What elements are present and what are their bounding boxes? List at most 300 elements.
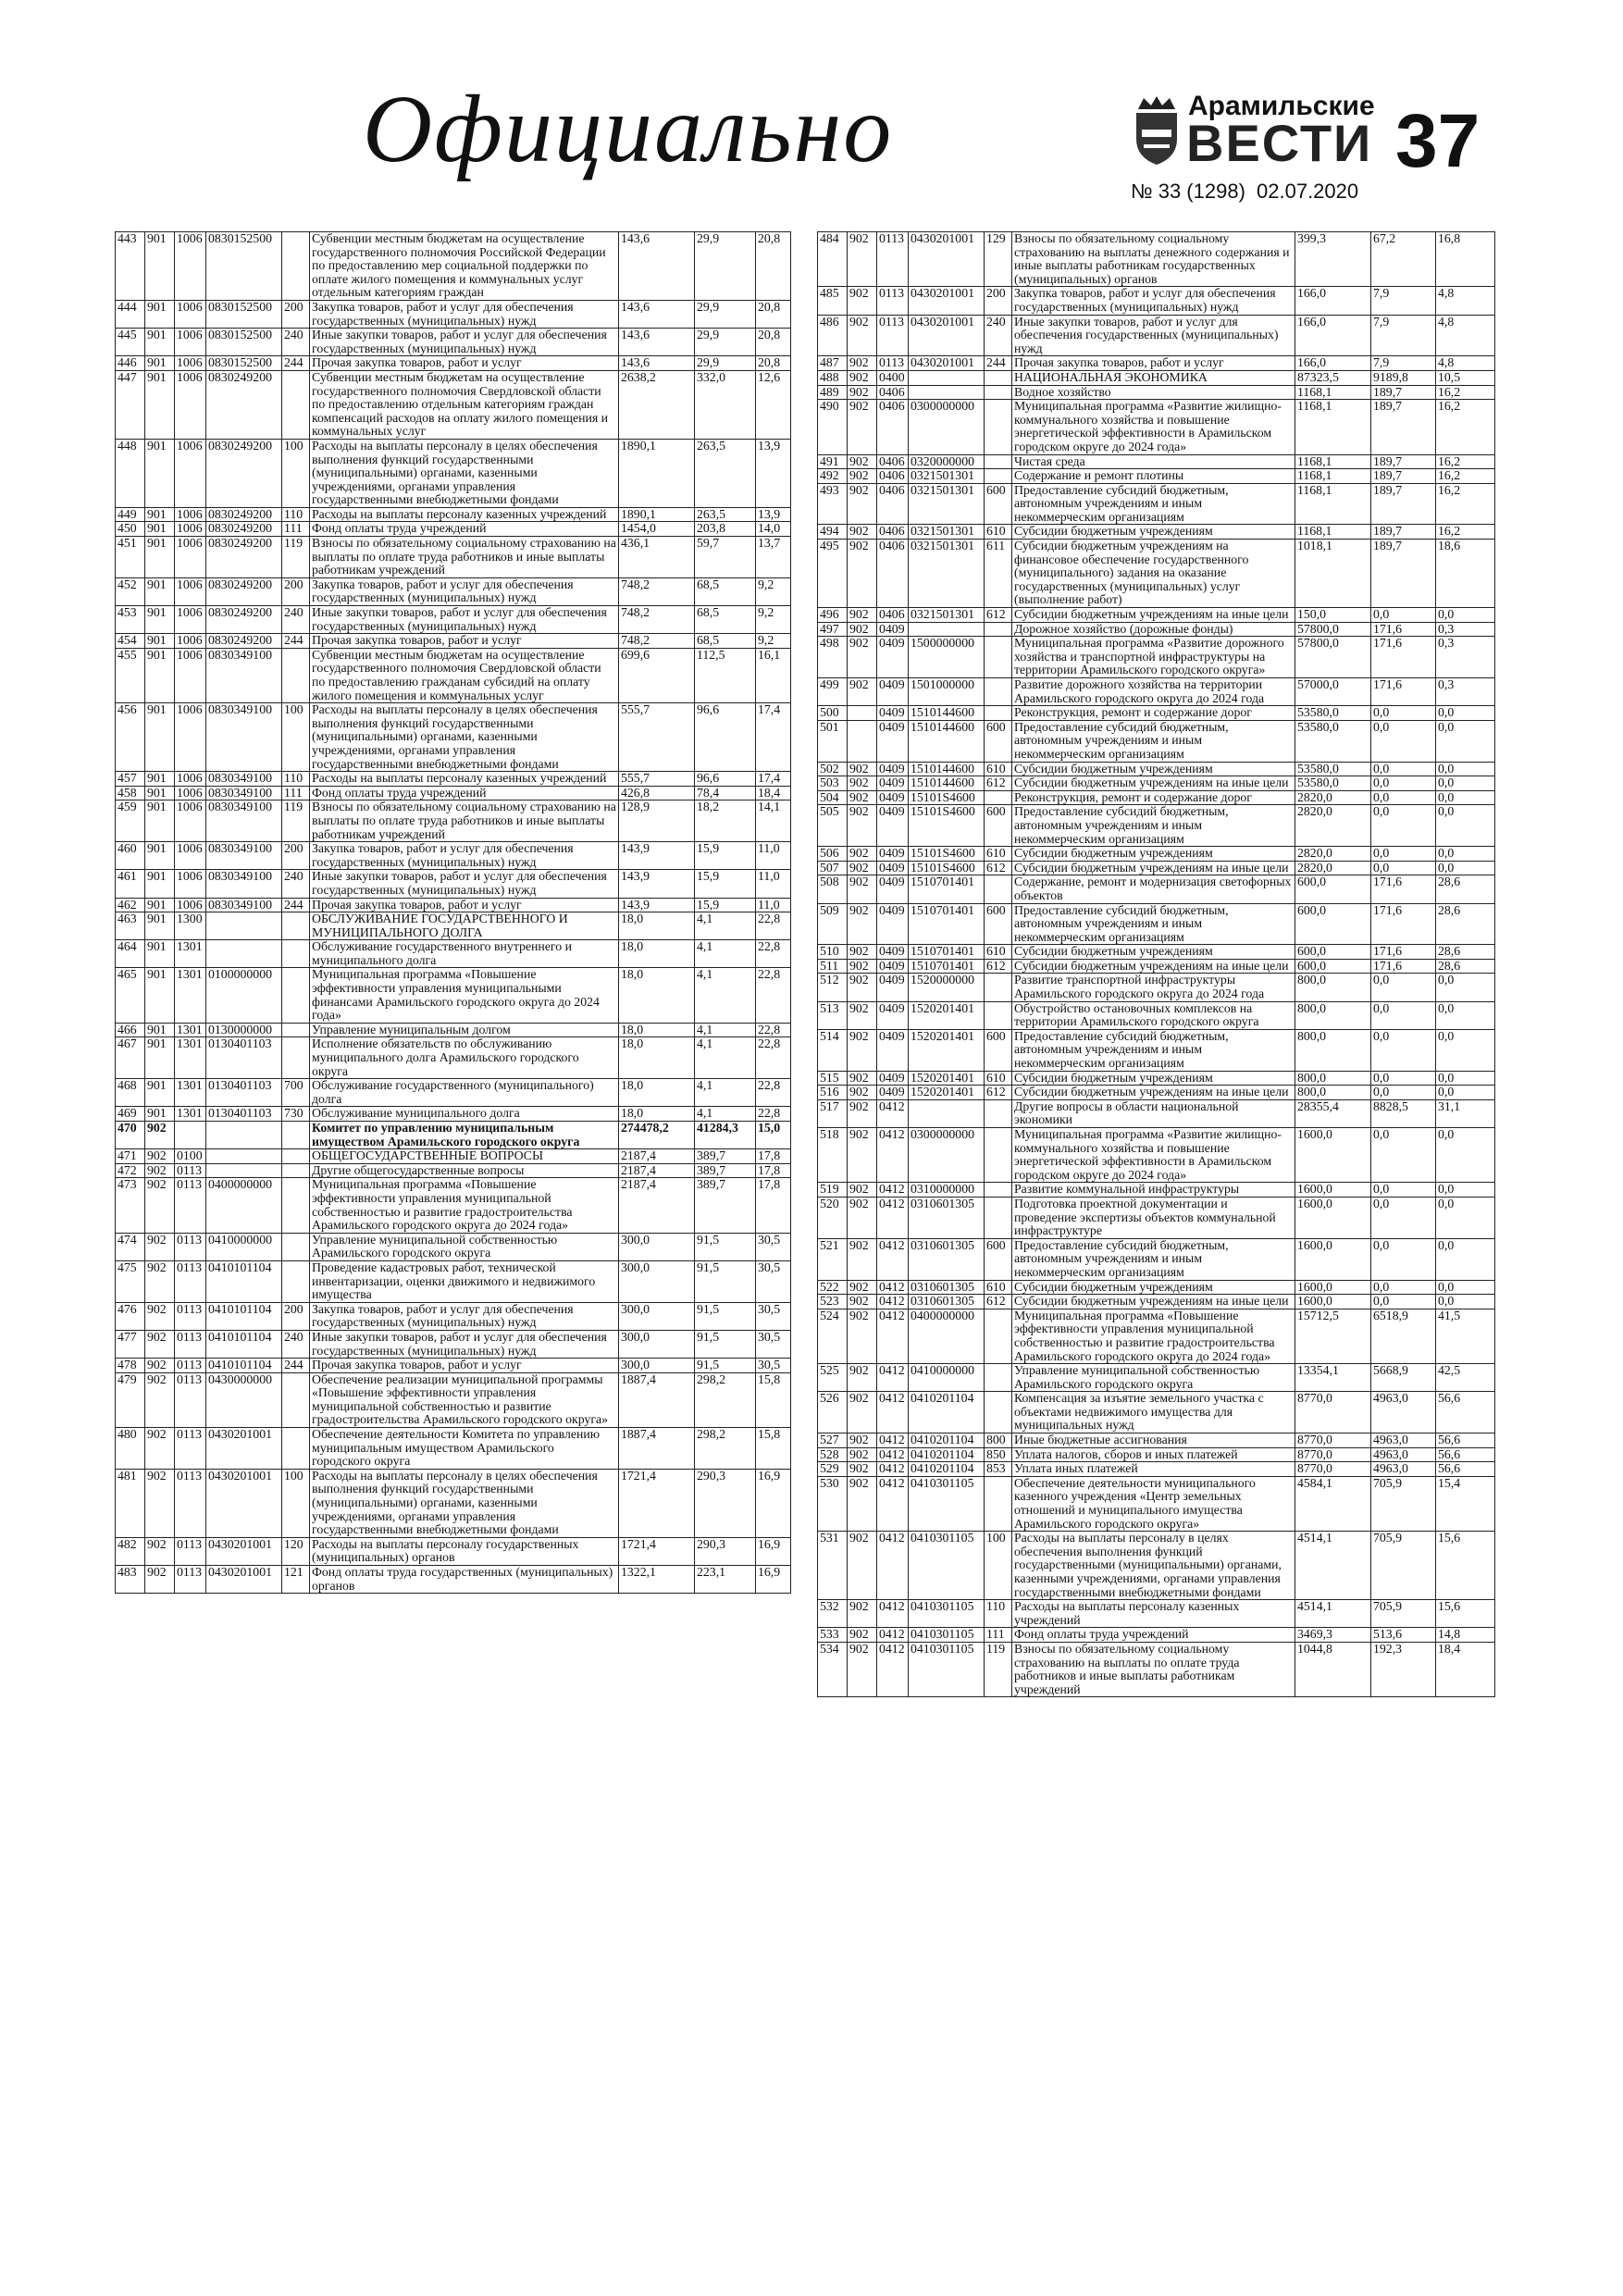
target-article-code: 0430201001 — [909, 356, 985, 371]
table-row — [818, 720, 1495, 762]
table-row — [818, 454, 1495, 469]
target-article-code: 0430201001 — [909, 287, 985, 315]
ministry-code: 902 — [848, 847, 877, 862]
ministry-code: 902 — [848, 875, 877, 903]
execution-percent: 0,0 — [1436, 1295, 1495, 1309]
executed-amount: 290,3 — [695, 1537, 756, 1565]
target-article-code — [909, 622, 985, 637]
expense-type-code — [282, 1372, 310, 1427]
expense-type-code: 612 — [985, 1295, 1012, 1309]
description: Предоставление субсидий бюджетным, автономным учреждениям и иным некоммерческим организациям — [1012, 1029, 1295, 1071]
row-number: 506 — [818, 847, 848, 862]
executed-amount: 513,6 — [1371, 1628, 1436, 1643]
description: Обслуживание муниципального долга — [310, 1107, 619, 1122]
description: Субсидии бюджетным учреждениям на иные цели — [1012, 861, 1295, 875]
execution-percent: 14,8 — [1436, 1628, 1495, 1643]
executed-amount: 171,6 — [1371, 959, 1436, 974]
planned-amount: 57800,0 — [1295, 637, 1371, 678]
table-row — [818, 232, 1495, 287]
table-row — [818, 805, 1495, 847]
row-number: 474 — [116, 1233, 145, 1260]
expense-type-code: 120 — [282, 1537, 310, 1565]
expense-type-code: 610 — [985, 847, 1012, 862]
table-row — [818, 469, 1495, 484]
table-row — [818, 385, 1495, 400]
target-article-code: 0321501301 — [909, 525, 985, 540]
target-article-code: 0410000000 — [909, 1364, 985, 1392]
target-article-code: 0430201001 — [206, 1566, 282, 1594]
executed-amount: 189,7 — [1371, 454, 1436, 469]
description: Фонд оплаты труда государственных (муниципальных) органов — [310, 1566, 619, 1594]
row-number: 504 — [818, 790, 848, 805]
section-code: 0113 — [175, 1178, 206, 1233]
table-row — [818, 622, 1495, 637]
section-code: 0412 — [877, 1280, 909, 1295]
ministry-code: 902 — [848, 1238, 877, 1280]
executed-amount: 68,5 — [695, 577, 756, 605]
target-article-code: 0321501301 — [909, 469, 985, 484]
planned-amount: 143,6 — [619, 300, 695, 328]
planned-amount: 13354,1 — [1295, 1364, 1371, 1392]
execution-percent: 0,0 — [1436, 1071, 1495, 1086]
table-row — [818, 287, 1495, 315]
planned-amount: 436,1 — [619, 537, 695, 578]
executed-amount: 0,0 — [1371, 790, 1436, 805]
execution-percent: 10,5 — [1436, 370, 1495, 385]
issue-number: № 33 (1298) — [1131, 180, 1245, 203]
ministry-code: 902 — [848, 1433, 877, 1448]
ministry-code: 902 — [145, 1260, 175, 1302]
ministry-code: 902 — [848, 762, 877, 776]
ministry-code: 902 — [848, 1600, 877, 1628]
ministry-code: 902 — [848, 622, 877, 637]
description: Предоставление субсидий бюджетным, автономным учреждениям и иным некоммерческим организациям — [1012, 1238, 1295, 1280]
executed-amount: 4,1 — [695, 968, 756, 1023]
table-row — [818, 945, 1495, 960]
planned-amount: 8770,0 — [1295, 1433, 1371, 1448]
expense-type-code: 111 — [985, 1628, 1012, 1643]
planned-amount: 2820,0 — [1295, 790, 1371, 805]
row-number: 466 — [116, 1023, 145, 1037]
description: ОБЩЕГОСУДАРСТВЕННЫЕ ВОПРОСЫ — [310, 1149, 619, 1164]
planned-amount: 87323,5 — [1295, 370, 1371, 385]
section-code: 0409 — [877, 875, 909, 903]
description: Другие вопросы в области национальной экономики — [1012, 1099, 1295, 1127]
execution-percent: 17,8 — [756, 1149, 791, 1164]
executed-amount: 0,0 — [1371, 1183, 1436, 1198]
planned-amount: 274478,2 — [619, 1122, 695, 1149]
ministry-code: 902 — [848, 1462, 877, 1477]
description: Муниципальная программа «Повышение эффективности управления муниципальной собственностью и развитие градостроительства Арамильского городского округа до 2024 года» — [310, 1178, 619, 1233]
executed-amount: 0,0 — [1371, 1128, 1436, 1183]
section-code: 1006 — [175, 898, 206, 912]
description: Субвенции местным бюджетам на осуществление государственного полномочия Российской Федерации по предоставлению мер социальной поддержки по оплате жилого помещения и коммунальных услуг отдельным категориям граждан — [310, 232, 619, 301]
planned-amount: 128,9 — [619, 800, 695, 842]
row-number: 455 — [116, 648, 145, 702]
section-code: 0113 — [175, 1537, 206, 1565]
target-article-code: 0130401103 — [206, 1107, 282, 1122]
ministry-code: 902 — [145, 1178, 175, 1233]
executed-amount: 0,0 — [1371, 608, 1436, 623]
execution-percent: 13,9 — [756, 507, 791, 522]
expense-type-code: 110 — [985, 1600, 1012, 1628]
table-row — [818, 861, 1495, 875]
row-number: 491 — [818, 454, 848, 469]
expense-type-code — [282, 1428, 310, 1470]
executed-amount: 0,0 — [1371, 720, 1436, 762]
description: Субсидии бюджетным учреждениям — [1012, 1071, 1295, 1086]
row-number: 517 — [818, 1099, 848, 1127]
description: Иные закупки товаров, работ и услуг для обеспечения государственных (муниципальных) нужд — [310, 870, 619, 898]
planned-amount: 1168,1 — [1295, 469, 1371, 484]
target-article-code: 0430201001 — [206, 1428, 282, 1470]
section-code: 1006 — [175, 577, 206, 605]
ministry-code: 901 — [145, 606, 175, 634]
table-row — [818, 356, 1495, 371]
execution-percent: 16,9 — [756, 1566, 791, 1594]
section-code: 0409 — [877, 720, 909, 762]
target-article-code: 0410301105 — [909, 1476, 985, 1531]
executed-amount: 189,7 — [1371, 400, 1436, 454]
ministry-code: 902 — [848, 483, 877, 525]
table-row — [116, 912, 791, 940]
execution-percent: 22,8 — [756, 1107, 791, 1122]
ministry-code: 902 — [145, 1233, 175, 1260]
ministry-code: 901 — [145, 1023, 175, 1037]
expense-type-code: 611 — [985, 540, 1012, 608]
expense-type-code — [282, 1260, 310, 1302]
execution-percent: 17,4 — [756, 703, 791, 772]
ministry-code — [848, 706, 877, 721]
execution-percent: 0,0 — [1436, 1183, 1495, 1198]
ministry-code: 902 — [848, 678, 877, 706]
section-code: 1006 — [175, 786, 206, 800]
section-code: 0100 — [175, 1149, 206, 1164]
description: Субсидии бюджетным учреждениям на иные цели — [1012, 608, 1295, 623]
section-code: 0113 — [175, 1330, 206, 1358]
execution-percent: 30,5 — [756, 1359, 791, 1373]
ministry-code: 902 — [848, 1001, 877, 1029]
section-code: 0113 — [175, 1359, 206, 1373]
description: Субсидии бюджетным учреждениям — [1012, 1280, 1295, 1295]
executed-amount: 4,1 — [695, 1037, 756, 1079]
section-title: Официально — [363, 76, 894, 182]
section-code: 0412 — [877, 1532, 909, 1600]
section-code: 0409 — [877, 847, 909, 862]
description: Расходы на выплаты персоналу в целях обеспечения выполнения функций государственными (муниципальными) органами, казенными учреждениями, органами управления государственными внебюджетными фондами — [310, 1469, 619, 1537]
ministry-code: 902 — [848, 1628, 877, 1643]
executed-amount: 29,9 — [695, 300, 756, 328]
execution-percent: 9,2 — [756, 577, 791, 605]
table-row — [818, 637, 1495, 678]
description: Субсидии бюджетным учреждениям — [1012, 762, 1295, 776]
executed-amount: 29,9 — [695, 329, 756, 356]
ministry-code: 902 — [145, 1372, 175, 1427]
execution-percent: 17,8 — [756, 1163, 791, 1178]
executed-amount: 18,2 — [695, 800, 756, 842]
section-code: 1006 — [175, 356, 206, 371]
planned-amount: 300,0 — [619, 1233, 695, 1260]
row-number: 451 — [116, 537, 145, 578]
planned-amount: 143,9 — [619, 898, 695, 912]
expense-type-code: 200 — [985, 287, 1012, 315]
target-article-code: 0830152500 — [206, 232, 282, 301]
executed-amount: 9189,8 — [1371, 370, 1436, 385]
target-article-code: 15101S4600 — [909, 805, 985, 847]
description: НАЦИОНАЛЬНАЯ ЭКОНОМИКА — [1012, 370, 1295, 385]
row-number: 472 — [116, 1163, 145, 1178]
execution-percent: 28,6 — [1436, 945, 1495, 960]
ministry-code: 902 — [848, 945, 877, 960]
planned-amount: 2187,4 — [619, 1149, 695, 1164]
expense-type-code — [282, 1023, 310, 1037]
target-article-code: 0430201001 — [909, 232, 985, 287]
description: Другие общегосударственные вопросы — [310, 1163, 619, 1178]
execution-percent: 18,4 — [756, 786, 791, 800]
target-article-code: 0410301105 — [909, 1600, 985, 1628]
row-number: 522 — [818, 1280, 848, 1295]
section-code: 0113 — [175, 1469, 206, 1537]
table-row — [818, 525, 1495, 540]
description: Муниципальная программа «Развитие жилищно-коммунального хозяйства и повышение энергетической эффективности в Арамильском городском округе до 2024 года» — [1012, 1128, 1295, 1183]
executed-amount: 4,1 — [695, 1107, 756, 1122]
row-number: 473 — [116, 1178, 145, 1233]
target-article-code: 1510144600 — [909, 706, 985, 721]
description: Компенсация за изъятие земельного участка с объектами недвижимого имущества для муниципальных нужд — [1012, 1392, 1295, 1433]
executed-amount: 112,5 — [695, 648, 756, 702]
table-row — [116, 356, 791, 371]
description: Комитет по управлению муниципальным имуществом Арамильского городского округа — [310, 1122, 619, 1149]
execution-percent: 16,8 — [1436, 232, 1495, 287]
execution-percent: 56,6 — [1436, 1433, 1495, 1448]
executed-amount: 263,5 — [695, 507, 756, 522]
row-number: 486 — [818, 315, 848, 356]
execution-percent: 20,8 — [756, 329, 791, 356]
planned-amount: 18,0 — [619, 1037, 695, 1079]
table-row — [116, 1023, 791, 1037]
target-article-code: 0321501301 — [909, 483, 985, 525]
section-code: 0412 — [877, 1447, 909, 1462]
section-code: 0113 — [175, 1260, 206, 1302]
executed-amount: 96,6 — [695, 772, 756, 787]
table-row — [818, 1532, 1495, 1600]
budget-table-right — [817, 231, 1495, 1697]
planned-amount: 18,0 — [619, 968, 695, 1023]
section-code: 0409 — [877, 1086, 909, 1100]
section-code — [175, 1122, 206, 1149]
planned-amount: 699,6 — [619, 648, 695, 702]
expense-type-code — [282, 1122, 310, 1149]
planned-amount: 300,0 — [619, 1359, 695, 1373]
section-code: 0412 — [877, 1462, 909, 1477]
table-row — [818, 1197, 1495, 1238]
row-number: 462 — [116, 898, 145, 912]
row-number: 479 — [116, 1372, 145, 1427]
table-row — [116, 772, 791, 787]
execution-percent: 15,8 — [756, 1372, 791, 1427]
executed-amount: 203,8 — [695, 522, 756, 537]
executed-amount: 0,0 — [1371, 706, 1436, 721]
table-row — [116, 842, 791, 870]
table-row — [818, 776, 1495, 791]
ministry-code: 901 — [145, 370, 175, 439]
ministry-code: 902 — [848, 315, 877, 356]
description: Обеспечение реализации муниципальной программы «Повышение эффективности управления муниципальной собственностью и развитие градостроительства Арамильского городского округа» — [310, 1372, 619, 1427]
ministry-code: 902 — [848, 1309, 877, 1363]
description: Иные закупки товаров, работ и услуг для обеспечения государственных (муниципальных) нужд — [310, 1330, 619, 1358]
planned-amount: 399,3 — [1295, 232, 1371, 287]
expense-type-code: 244 — [985, 356, 1012, 371]
description: Фонд оплаты труда учреждений — [1012, 1628, 1295, 1643]
executed-amount: 5668,9 — [1371, 1364, 1436, 1392]
section-code: 0412 — [877, 1183, 909, 1198]
row-number: 458 — [116, 786, 145, 800]
planned-amount: 2187,4 — [619, 1163, 695, 1178]
row-number: 527 — [818, 1433, 848, 1448]
table-row — [116, 786, 791, 800]
row-number: 452 — [116, 577, 145, 605]
target-article-code: 0100000000 — [206, 968, 282, 1023]
section-code: 1006 — [175, 842, 206, 870]
ministry-code: 902 — [145, 1122, 175, 1149]
ministry-code: 902 — [145, 1302, 175, 1330]
execution-percent: 16,2 — [1436, 483, 1495, 525]
target-article-code: 0321501301 — [909, 608, 985, 623]
target-article-code: 0830349100 — [206, 648, 282, 702]
planned-amount: 800,0 — [1295, 1001, 1371, 1029]
row-number: 468 — [116, 1079, 145, 1107]
planned-amount: 4514,1 — [1295, 1600, 1371, 1628]
target-article-code: 0830349100 — [206, 772, 282, 787]
section-code: 0409 — [877, 903, 909, 945]
section-code: 1006 — [175, 522, 206, 537]
target-article-code: 0410201104 — [909, 1462, 985, 1477]
table-row — [116, 800, 791, 842]
table-row — [818, 1238, 1495, 1280]
description: Обслуживание государственного (муниципального) долга — [310, 1079, 619, 1107]
planned-amount: 748,2 — [619, 634, 695, 649]
ministry-code: 902 — [848, 1029, 877, 1071]
ministry-code: 902 — [848, 370, 877, 385]
ministry-code: 901 — [145, 940, 175, 968]
planned-amount: 1600,0 — [1295, 1295, 1371, 1309]
row-number: 469 — [116, 1107, 145, 1122]
description: Прочая закупка товаров, работ и услуг — [310, 1359, 619, 1373]
row-number: 484 — [818, 232, 848, 287]
table-row — [818, 315, 1495, 356]
description: Обеспечение деятельности Комитета по управлению муниципальным имуществом Арамильского городского округа — [310, 1428, 619, 1470]
expense-type-code: 612 — [985, 776, 1012, 791]
section-code: 0409 — [877, 1071, 909, 1086]
planned-amount: 1168,1 — [1295, 400, 1371, 454]
expense-type-code: 100 — [282, 703, 310, 772]
planned-amount: 1600,0 — [1295, 1238, 1371, 1280]
executed-amount: 0,0 — [1371, 1280, 1436, 1295]
row-number: 529 — [818, 1462, 848, 1477]
description: Расходы на выплаты персоналу в целях обеспечения выполнения функций государственными (муниципальными) органами, казенными учреждениями, органами управления государственными внебюджетными фондами — [1012, 1532, 1295, 1600]
execution-percent: 17,4 — [756, 772, 791, 787]
planned-amount: 2638,2 — [619, 370, 695, 439]
planned-amount: 2820,0 — [1295, 805, 1371, 847]
ministry-code: 902 — [848, 400, 877, 454]
row-number: 485 — [818, 287, 848, 315]
expense-type-code — [985, 678, 1012, 706]
executed-amount: 0,0 — [1371, 1071, 1436, 1086]
executed-amount: 189,7 — [1371, 525, 1436, 540]
section-code: 0412 — [877, 1642, 909, 1696]
row-number: 487 — [818, 356, 848, 371]
section-code: 0412 — [877, 1364, 909, 1392]
planned-amount: 1890,1 — [619, 507, 695, 522]
planned-amount: 1018,1 — [1295, 540, 1371, 608]
description: Управление муниципальным долгом — [310, 1023, 619, 1037]
target-article-code: 0300000000 — [909, 1128, 985, 1183]
description: Расходы на выплаты персоналу в целях обеспечения выполнения функций государственными (муниципальными) органами, казенными учреждениями, органами управления государственными внебюджетными фондами — [310, 439, 619, 507]
execution-percent: 9,2 — [756, 634, 791, 649]
ministry-code: 902 — [848, 232, 877, 287]
expense-type-code: 240 — [282, 870, 310, 898]
execution-percent: 13,7 — [756, 537, 791, 578]
row-number: 534 — [818, 1642, 848, 1696]
description: Уплата налогов, сборов и иных платежей — [1012, 1447, 1295, 1462]
target-article-code: 0410201104 — [909, 1433, 985, 1448]
table-row — [818, 1128, 1495, 1183]
ministry-code: 902 — [145, 1469, 175, 1537]
expense-type-code: 612 — [985, 608, 1012, 623]
planned-amount: 18,0 — [619, 1079, 695, 1107]
target-article-code: 1510701401 — [909, 959, 985, 974]
execution-percent: 22,8 — [756, 968, 791, 1023]
planned-amount: 1887,4 — [619, 1372, 695, 1427]
row-number: 513 — [818, 1001, 848, 1029]
section-code: 0406 — [877, 400, 909, 454]
table-row — [818, 370, 1495, 385]
target-article-code: 0310601305 — [909, 1295, 985, 1309]
executed-amount: 171,6 — [1371, 903, 1436, 945]
row-number: 489 — [818, 385, 848, 400]
planned-amount: 166,0 — [1295, 356, 1371, 371]
execution-percent: 12,6 — [756, 370, 791, 439]
ministry-code: 902 — [145, 1149, 175, 1164]
execution-percent: 16,2 — [1436, 400, 1495, 454]
executed-amount: 8828,5 — [1371, 1099, 1436, 1127]
description: Развитие коммунальной инфраструктуры — [1012, 1183, 1295, 1198]
row-number: 464 — [116, 940, 145, 968]
expense-type-code — [282, 1149, 310, 1164]
execution-percent: 15,4 — [1436, 1476, 1495, 1531]
table-row — [116, 1037, 791, 1079]
section-code: 1006 — [175, 439, 206, 507]
execution-percent: 16,1 — [756, 648, 791, 702]
description: Муниципальная программа «Повышение эффективности управления муниципальными финансами Арамильского городского округа до 2024 года» — [310, 968, 619, 1023]
row-number: 470 — [116, 1122, 145, 1149]
executed-amount: 192,3 — [1371, 1642, 1436, 1696]
row-number: 467 — [116, 1037, 145, 1079]
description: Взносы по обязательному социальному страхованию на выплаты по оплате труда работников и иные выплаты работникам учреждений — [310, 537, 619, 578]
target-article-code: 0830349100 — [206, 800, 282, 842]
planned-amount: 143,6 — [619, 329, 695, 356]
target-article-code: 15101S4600 — [909, 861, 985, 875]
row-number: 511 — [818, 959, 848, 974]
ministry-code: 902 — [145, 1359, 175, 1373]
executed-amount: 223,1 — [695, 1566, 756, 1594]
planned-amount: 1168,1 — [1295, 385, 1371, 400]
target-article-code: 0830349100 — [206, 842, 282, 870]
planned-amount: 150,0 — [1295, 608, 1371, 623]
table-row — [818, 706, 1495, 721]
section-code: 0113 — [877, 356, 909, 371]
ministry-code: 902 — [848, 1197, 877, 1238]
